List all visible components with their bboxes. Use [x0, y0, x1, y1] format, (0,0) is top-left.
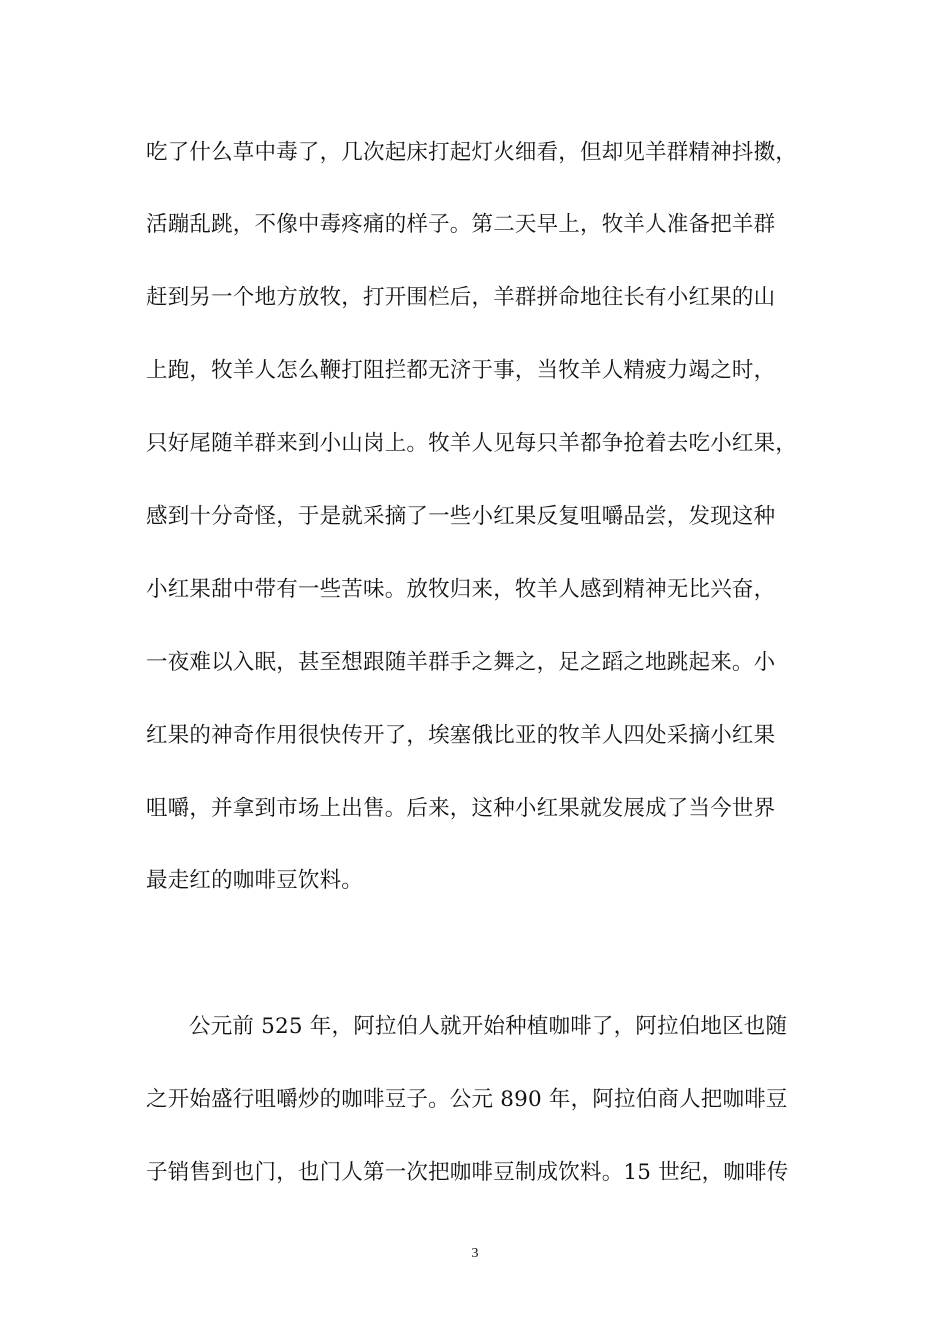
text-line: 咀嚼，并拿到市场上出售。后来，这种小红果就发展成了当今世界: [146, 796, 776, 821]
text-line: 红果的神奇作用很快传开了，埃塞俄比亚的牧羊人四处采摘小红果: [146, 723, 776, 748]
text-line: 子销售到也门，也门人第一次把咖啡豆制成饮料。15 世纪，咖啡传: [146, 1160, 789, 1185]
text-line: 之开始盛行咀嚼炒的咖啡豆子。公元 890 年，阿拉伯商人把咖啡豆: [146, 1087, 788, 1112]
text-line: 活蹦乱跳，不像中毒疼痛的样子。第二天早上，牧羊人准备把羊群: [146, 212, 776, 237]
text-line: 只好尾随羊群来到小山岗上。牧羊人见每只羊都争抢着去吃小红果，: [146, 431, 798, 456]
text-line: 吃了什么草中毒了，几次起床打起灯火细看，但却见羊群精神抖擞，: [146, 140, 798, 165]
text-line: 小红果甜中带有一些苦味。放牧归来，牧羊人感到精神无比兴奋，: [146, 577, 776, 602]
text-line: 最走红的咖啡豆饮料。: [146, 868, 364, 893]
text-line: 感到十分奇怪，于是就采摘了一些小红果反复咀嚼品尝，发现这种: [146, 504, 776, 529]
text-line: 上跑，牧羊人怎么鞭打阻拦都无济于事，当牧羊人精疲力竭之时，: [146, 358, 776, 383]
text-line: 公元前 525 年，阿拉伯人就开始种植咖啡了，阿拉伯地区也随: [189, 1014, 788, 1039]
text-line: 赶到另一个地方放牧，打开围栏后，羊群拼命地往长有小红果的山: [146, 285, 776, 310]
text-line: 一夜难以入眠，甚至想跟随羊群手之舞之，足之蹈之地跳起来。小: [146, 650, 776, 675]
page-number: 3: [471, 1246, 479, 1261]
